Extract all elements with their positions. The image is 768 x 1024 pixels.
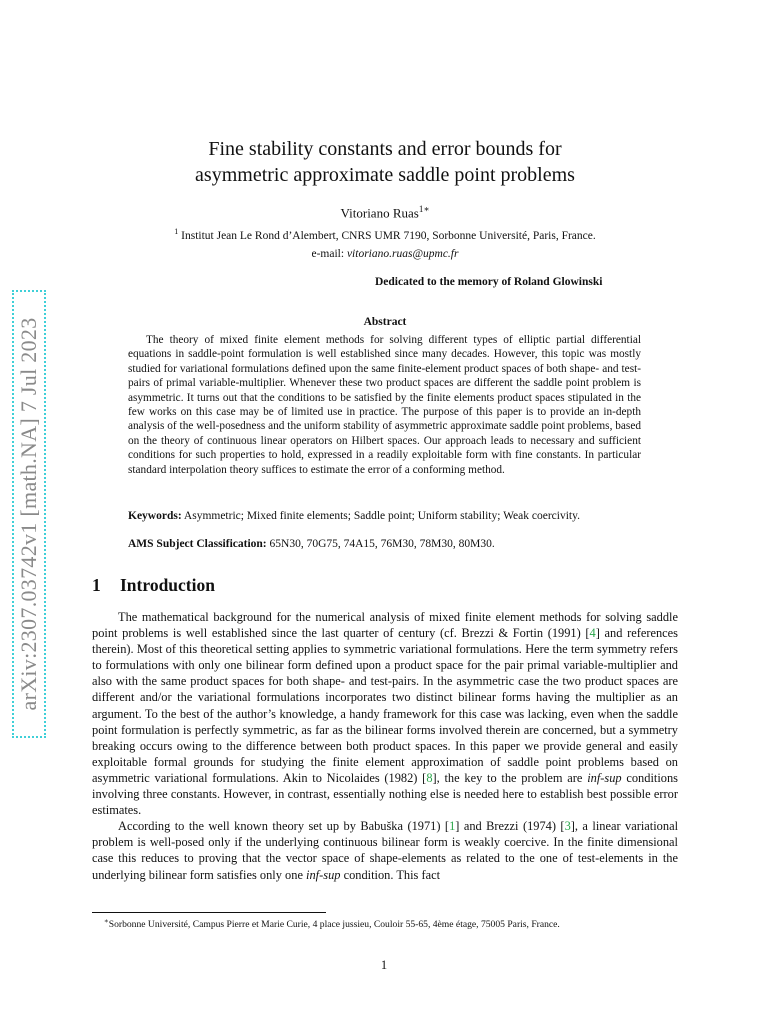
footnote-mark: ∗ [104, 917, 109, 925]
author-marks: 1∗ [418, 204, 430, 214]
email-address[interactable]: vitoriano.ruas@upmc.fr [346, 248, 459, 260]
title-line-1: Fine stability constants and error bounds for [208, 138, 562, 160]
page-number: 1 [380, 958, 388, 972]
section-title: Introduction [120, 575, 215, 595]
title-line-2: asymmetric approximate saddle point problems [195, 164, 575, 186]
paragraph-text: ] and references therein). Most of this theoretical setting applies to symmetric variational formulations. Here the term symmetry refers to formulations with only one bilinear form defined upon a product space for the pair primal variable-multiplier and also with the same product spaces for both shape- and test-pairs. In the asymmetric case the two product spaces are different and/or the variational formulations incorporates two distinct bilinear forms having the multiplier as an argument. To the best of the author’s knowledge, a handy framework for this case was lacking, even when the saddle point formulation is perfectly symmetric, as far as the bilinear forms involved therein are concerned, but a symmetry breaking occurs owing to the difference between both product spaces. In this paper we provide general and easily exploitable formal grounds for studying the finite element approximation of saddle point problems based on asymmetric variational formulations. Akin to Nicolaides (1982) [ [92, 626, 678, 785]
section-number: 1 [92, 575, 101, 595]
paragraph-text: ] and Brezzi (1974) [ [455, 819, 565, 834]
ams-classification-line [128, 538, 658, 550]
footnote-text: Sorbonne Université, Campus Pierre et Marie Curie, 4 place jussieu, Couloir 55-65, 4ème étage, 75005 Paris, France. [108, 919, 560, 931]
author-line [120, 204, 650, 221]
abstract-heading: Abstract [363, 316, 407, 328]
paragraph-text: conditions involving three constants. However, in contrast, essentially nothing else is needed here to establish best possible error estimates. [92, 770, 678, 818]
footnote-rule [92, 912, 326, 913]
keywords-text: Asymmetric; Mixed finite elements; Saddle point; Uniform stability; Weak coercivity. [181, 510, 580, 522]
citation-link[interactable]: 3 [564, 819, 571, 834]
ams-codes: 65N30, 70G75, 74A15, 76M30, 78M30, 80M30. [266, 538, 495, 550]
citation-link[interactable]: 8 [426, 770, 433, 785]
keywords-label: Keywords: [128, 510, 182, 522]
paragraph-text: According to the well known theory set up by Babuška (1971) [ [118, 819, 450, 834]
affiliation [90, 227, 680, 242]
keywords-line [128, 510, 658, 522]
affiliation-mark: 1 [174, 227, 179, 236]
affiliation-text: Institut Jean Le Rond d’Alembert, CNRS UMR 7190, Sorbonne Université, Paris, France. [178, 229, 596, 242]
ams-label: AMS Subject Classification: [128, 538, 267, 550]
citation-link[interactable]: 4 [589, 626, 596, 641]
email-line [120, 248, 650, 260]
paragraph-text: ], a linear variational problem is well-posed only if the underlying continuous bilinear form is weakly coercive. In the finite dimensional case this reduces to proving that the vector space of shape-elements as related to the one of test-elements in the underlying bilinear form satisfies only one [92, 819, 679, 882]
paragraph-2 [92, 818, 678, 882]
footnote [104, 917, 684, 930]
paragraph-text: ], the key to the problem are [432, 770, 588, 785]
author-name: Vitoriano Ruas [340, 205, 419, 221]
email-label: e-mail: [311, 248, 347, 260]
paper-title [120, 136, 650, 188]
arxiv-identifier: arXiv:2307.03742v1 [math.NA] 7 Jul 2023 [16, 317, 41, 711]
emphasis-text: inf-sup [587, 770, 622, 785]
emphasis-text: inf-sup [306, 867, 341, 882]
abstract-body: The theory of mixed finite element methods for solving different types of elliptic partial differential equations in saddle-point formulation is well established since many decades. However, this topic was mostly studied for variational formulations defined upon the same finite-element product spaces of both shape- and test-pairs of primal variable-multiplier. Whenever these two product spaces are different the saddle point problem is asymmetric. It turns out that the conditions to be satisfied by the finite elements product spaces stipulated in the few works on this case may be of limited use in practice. The purpose of this paper is to provide an in-depth analysis of the well-posedness and the uniform stability of asymmetric approximate saddle point problems, based on the theory of continuous linear operators on Hilbert spaces. Our approach leads to necessary and sufficient conditions for such properties to hold, expressed in a readily exploitable form with fine constants. In particular standard interpolation theory suffices to estimate the error of a conforming method. [128, 334, 641, 476]
paragraph-text: condition. This fact [340, 867, 441, 882]
paragraph-1 [92, 609, 678, 818]
dedication: Dedicated to the memory of Roland Glowinski [375, 276, 603, 288]
paragraph-text: The mathematical background for the numerical analysis of mixed finite element methods for solving saddle point problems is well established since the last quarter of century (cf. Brezzi & Fortin (1991) [ [92, 610, 678, 641]
section-heading [92, 575, 215, 596]
citation-link[interactable]: 1 [449, 819, 456, 834]
body-text [92, 609, 678, 883]
